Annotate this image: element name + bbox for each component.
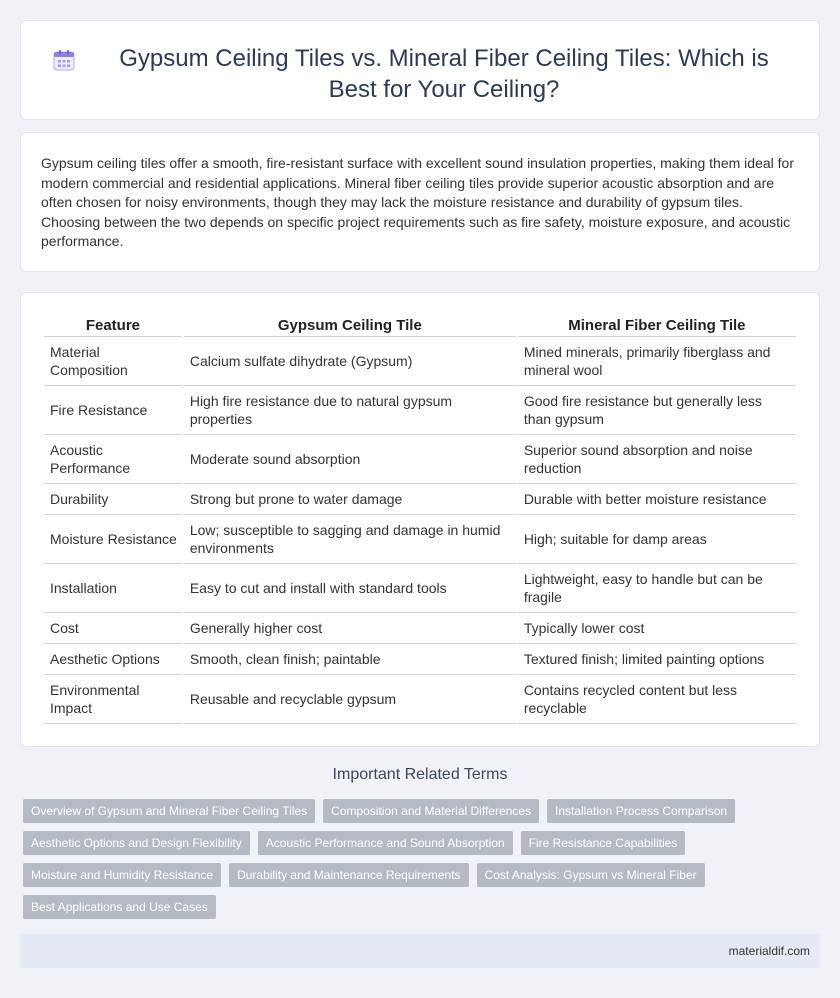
related-term-tag[interactable]: Aesthetic Options and Design Flexibility bbox=[23, 831, 250, 855]
related-term-tag[interactable]: Best Applications and Use Cases bbox=[23, 895, 216, 919]
table-row bbox=[44, 386, 796, 435]
feature-cell: Material Composition bbox=[44, 337, 182, 386]
related-term-tag[interactable]: Moisture and Humidity Resistance bbox=[23, 863, 221, 887]
related-term-tag[interactable]: Overview of Gypsum and Mineral Fiber Ceiling Tiles bbox=[23, 799, 315, 823]
table-row bbox=[44, 675, 796, 724]
gypsum-cell: Easy to cut and install with standard tools bbox=[184, 564, 516, 613]
mineral-cell: Superior sound absorption and noise reduction bbox=[518, 435, 796, 484]
comparison-table bbox=[42, 315, 798, 724]
related-term-tag[interactable]: Composition and Material Differences bbox=[323, 799, 539, 823]
footer bbox=[20, 934, 820, 968]
header-gypsum: Gypsum Ceiling Tile bbox=[184, 315, 516, 337]
table-row bbox=[44, 337, 796, 386]
feature-cell: Cost bbox=[44, 613, 182, 644]
header-mineral: Mineral Fiber Ceiling Tile bbox=[518, 315, 796, 337]
mineral-cell: Lightweight, easy to handle but can be fragile bbox=[518, 564, 796, 613]
related-terms-heading: Important Related Terms bbox=[332, 766, 508, 783]
table-row bbox=[44, 613, 796, 644]
header-feature: Feature bbox=[44, 315, 182, 337]
table-row bbox=[44, 564, 796, 613]
gypsum-cell: Calcium sulfate dihydrate (Gypsum) bbox=[184, 337, 516, 386]
feature-cell: Moisture Resistance bbox=[44, 515, 182, 564]
feature-cell: Durability bbox=[44, 484, 182, 515]
title-card bbox=[20, 20, 820, 120]
related-term-tag[interactable]: Acoustic Performance and Sound Absorption bbox=[258, 831, 513, 855]
mineral-cell: Mined minerals, primarily fiberglass and mineral wool bbox=[518, 337, 796, 386]
table-row bbox=[44, 515, 796, 564]
calendar-icon bbox=[51, 47, 77, 73]
gypsum-cell: Low; susceptible to sagging and damage in humid environments bbox=[184, 515, 516, 564]
footer-site-link[interactable]: materialdif.com bbox=[728, 944, 810, 958]
mineral-cell: High; suitable for damp areas bbox=[518, 515, 796, 564]
gypsum-cell: Strong but prone to water damage bbox=[184, 484, 516, 515]
table-header-row bbox=[44, 315, 796, 337]
gypsum-cell: High fire resistance due to natural gypsum properties bbox=[184, 386, 516, 435]
feature-cell: Acoustic Performance bbox=[44, 435, 182, 484]
related-term-tag[interactable]: Installation Process Comparison bbox=[547, 799, 735, 823]
mineral-cell: Good fire resistance but generally less than gypsum bbox=[518, 386, 796, 435]
gypsum-cell: Generally higher cost bbox=[184, 613, 516, 644]
table-row bbox=[44, 484, 796, 515]
intro-paragraph: Gypsum ceiling tiles offer a smooth, fire-resistant surface with excellent sound insulation properties, making them ideal for modern commercial and residential applications. Mineral fiber ceiling tiles provide superior acoustic absorption and are often chosen for noisy environments, though they may lack the moisture resistance and durability of gypsum tiles. Choosing between the two depends on specific project requirements such as fire safety, moisture exposure, and acoustic performance. bbox=[41, 155, 794, 250]
mineral-cell: Contains recycled content but less recyclable bbox=[518, 675, 796, 724]
gypsum-cell: Reusable and recyclable gypsum bbox=[184, 675, 516, 724]
mineral-cell: Durable with better moisture resistance bbox=[518, 484, 796, 515]
gypsum-cell: Moderate sound absorption bbox=[184, 435, 516, 484]
intro-card bbox=[20, 132, 820, 272]
page-title: Gypsum Ceiling Tiles vs. Mineral Fiber Ceiling Tiles: Which is Best for Your Ceiling? bbox=[119, 45, 769, 103]
feature-cell: Environmental Impact bbox=[44, 675, 182, 724]
feature-cell: Installation bbox=[44, 564, 182, 613]
feature-cell: Fire Resistance bbox=[44, 386, 182, 435]
mineral-cell: Typically lower cost bbox=[518, 613, 796, 644]
related-term-tag[interactable]: Cost Analysis: Gypsum vs Mineral Fiber bbox=[477, 863, 705, 887]
related-term-tag[interactable]: Durability and Maintenance Requirements bbox=[229, 863, 468, 887]
gypsum-cell: Smooth, clean finish; paintable bbox=[184, 644, 516, 675]
table-row bbox=[44, 435, 796, 484]
mineral-cell: Textured finish; limited painting options bbox=[518, 644, 796, 675]
related-terms-list bbox=[23, 799, 813, 927]
related-term-tag[interactable]: Fire Resistance Capabilities bbox=[521, 831, 686, 855]
feature-cell: Aesthetic Options bbox=[44, 644, 182, 675]
table-row bbox=[44, 644, 796, 675]
comparison-card bbox=[20, 292, 820, 747]
